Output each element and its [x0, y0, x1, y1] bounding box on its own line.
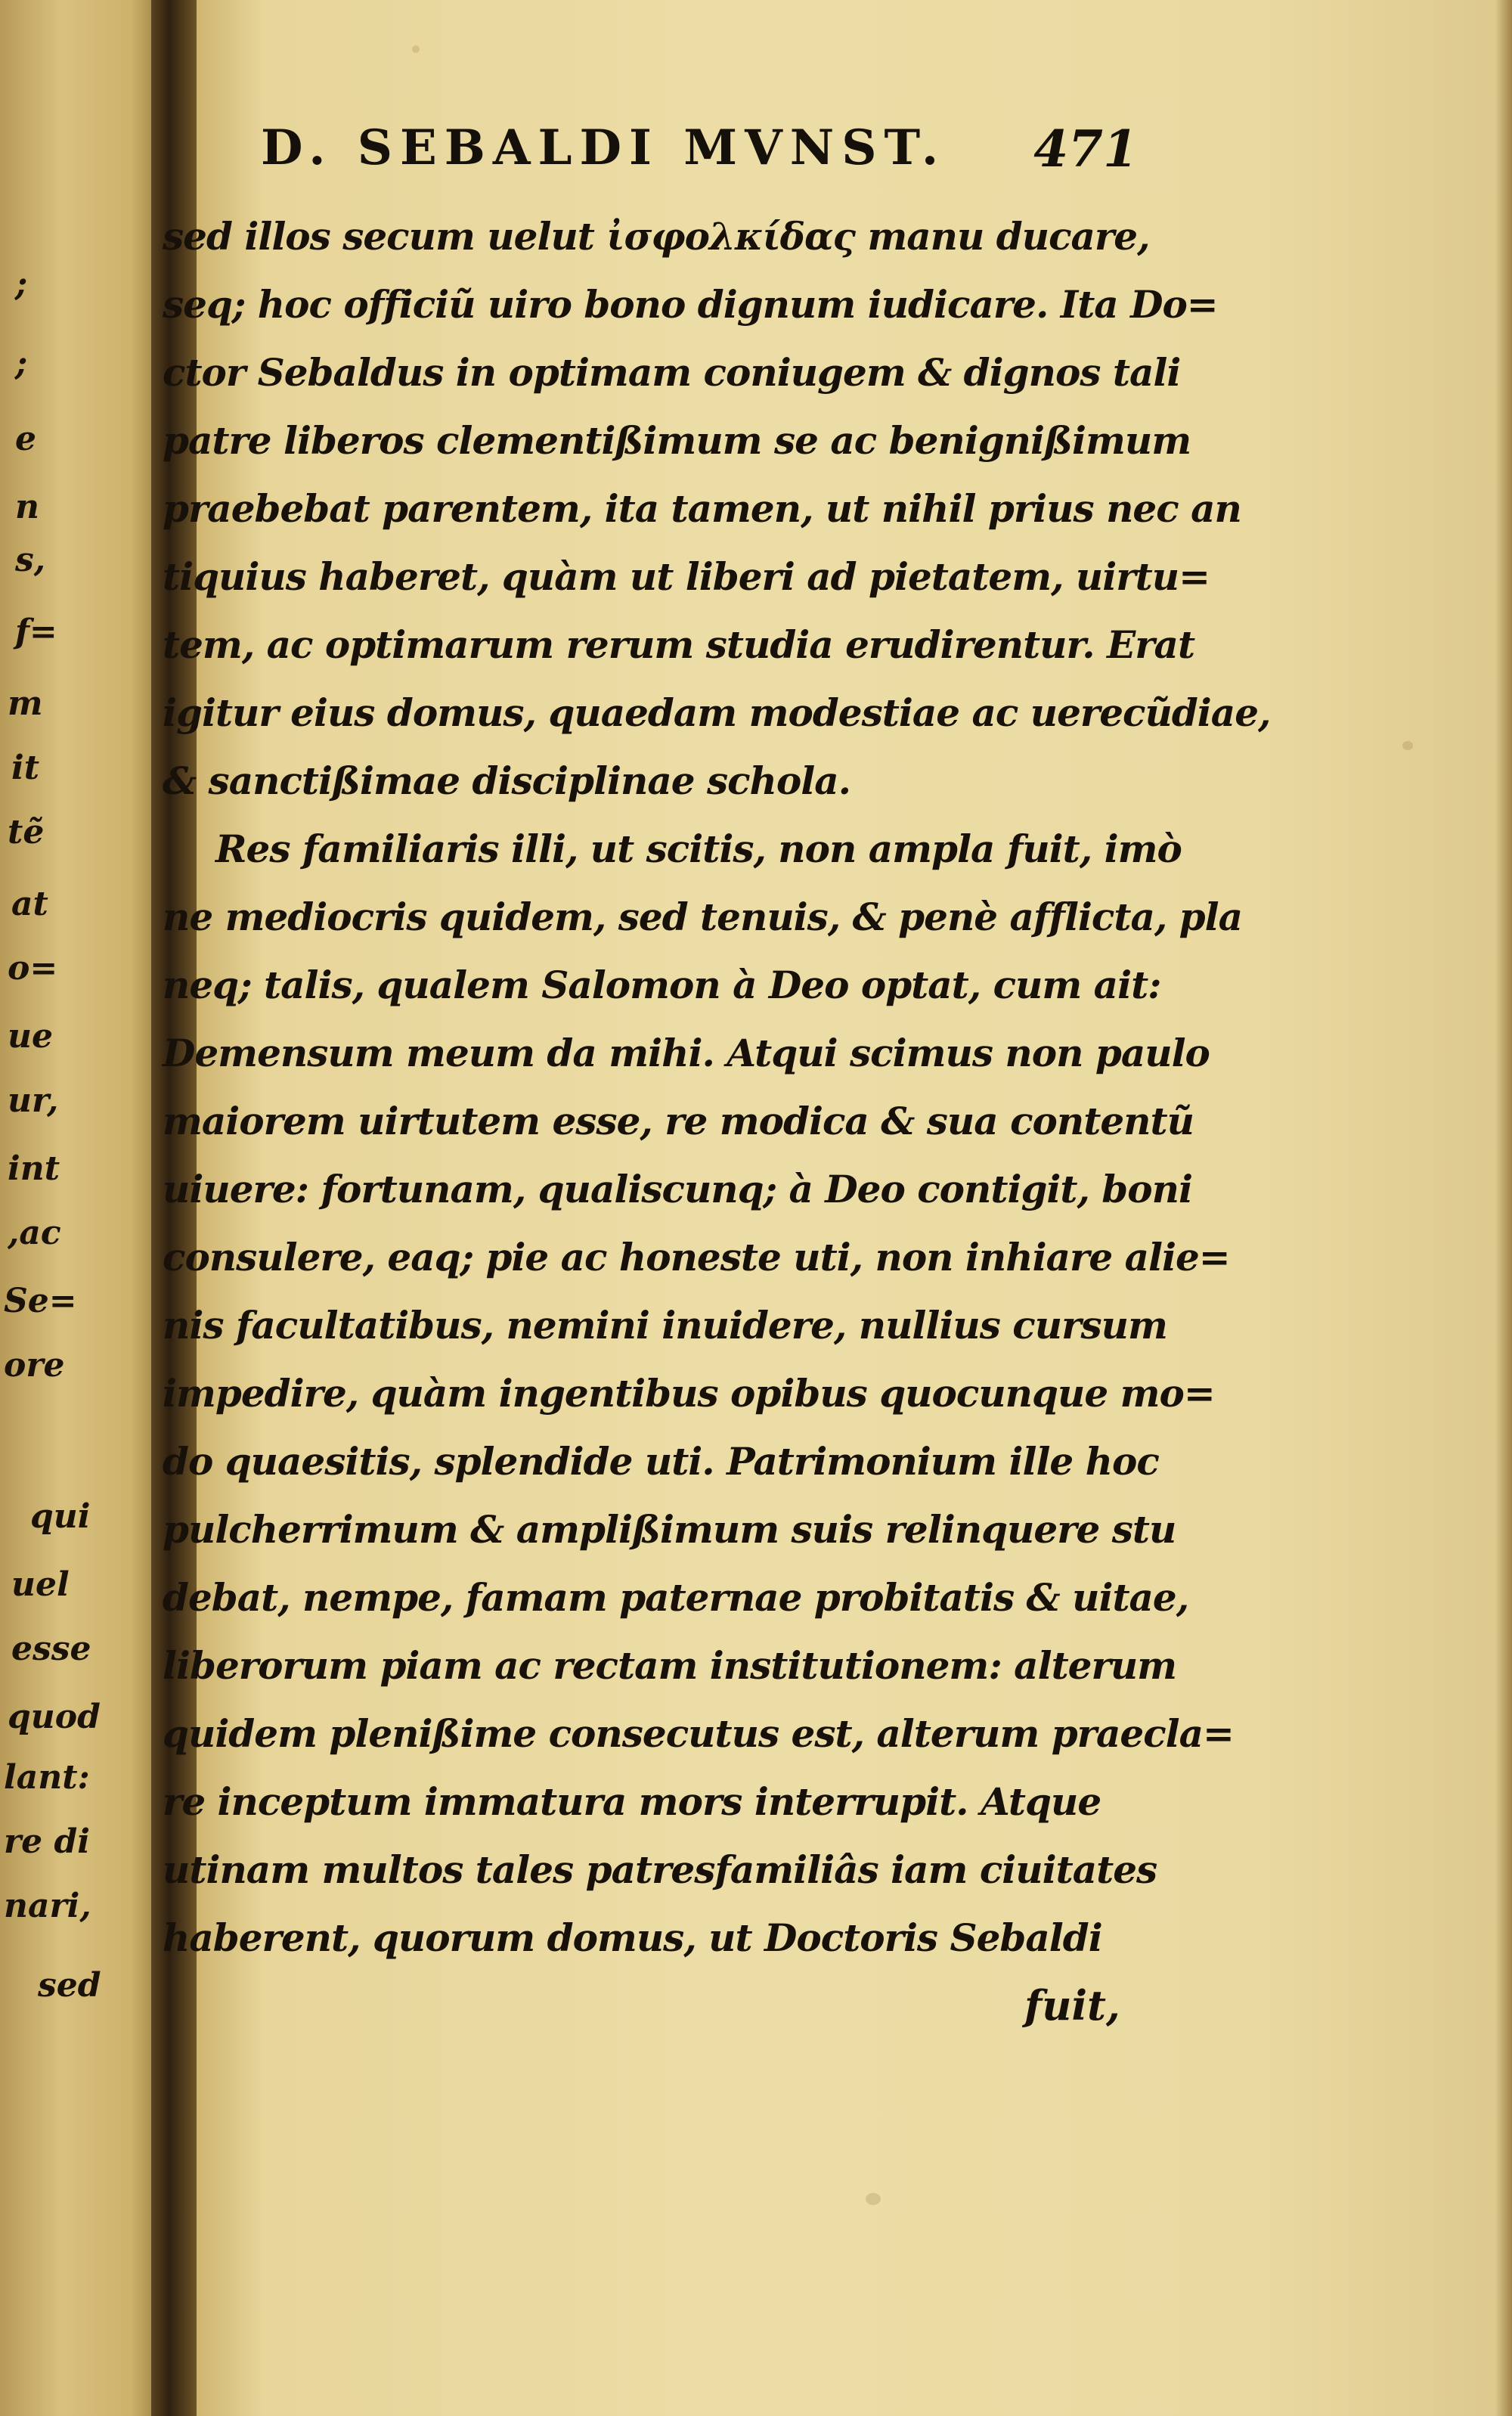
text-line: quidem plenißime consecutus est, alterum praecla=	[163, 1711, 1234, 1756]
paper-stain	[1402, 741, 1413, 750]
text-line: & sanctißimae disciplinae schola.	[163, 758, 851, 803]
text-line: haberent, quorum domus, ut Doctoris Sebaldi	[163, 1915, 1102, 1960]
left-page-fragment: m	[8, 684, 43, 723]
text-line: consulere, eaq; pie ac honeste uti, non inhiare alie=	[163, 1235, 1230, 1279]
left-page-fragment: sed	[38, 1966, 101, 2005]
text-line: maiorem uirtutem esse, re modica & sua contentũ	[163, 1099, 1194, 1143]
left-page-fragment: ;	[15, 344, 28, 383]
text-line: Demensum meum da mihi. Atqui scimus non paulo	[163, 1031, 1210, 1075]
page-edge-shading	[1495, 0, 1512, 2416]
left-page-fragment: ore	[4, 1346, 65, 1385]
text-line: tiquius haberet, quàm ut liberi ad pietatem, uirtu=	[163, 554, 1210, 599]
left-page-fragment: ur,	[8, 1081, 59, 1120]
left-page-fragment: e	[15, 420, 36, 458]
text-line: impedire, quàm ingentibus opibus quocunque mo=	[163, 1371, 1215, 1416]
left-facing-page	[0, 0, 174, 2416]
left-page-fragment: esse	[11, 1630, 91, 1668]
text-line: uiuere: fortunam, qualiscunq; à Deo contigit, boni	[163, 1167, 1192, 1211]
text-line: patre liberos clementißimum se ac benignißimum	[163, 418, 1191, 463]
paper-stain	[866, 2193, 881, 2205]
text-line: ctor Sebaldus in optimam coniugem & dignos tali	[163, 350, 1181, 395]
left-page-fragment: Se=	[4, 1282, 77, 1320]
left-page-fragment: s,	[15, 541, 46, 579]
text-line: neq; talis, qualem Salomon à Deo optat, cum ait:	[163, 963, 1161, 1007]
text-line: debat, nempe, famam paternae probitatis & uitae,	[163, 1575, 1189, 1620]
left-page-fragment: quod	[8, 1698, 101, 1736]
text-line: do quaesitis, splendide uti. Patrimonium ille hoc	[163, 1439, 1159, 1484]
left-page-fragment: qui	[30, 1497, 91, 1536]
left-page-fragment: int	[8, 1149, 60, 1188]
text-line: praebebat parentem, ita tamen, ut nihil prius nec an	[163, 486, 1241, 531]
left-page-fragment: ;	[15, 265, 28, 303]
text-line: liberorum piam ac rectam institutionem: alterum	[163, 1643, 1177, 1688]
left-page-fragment: n	[15, 488, 39, 526]
text-line: igitur eius domus, quaedam modestiae ac uerecũdiae,	[163, 690, 1271, 735]
page-header	[261, 119, 1138, 188]
left-page-fragment: ,ac	[8, 1214, 61, 1252]
paper-stain	[412, 45, 420, 53]
left-page-fragment: uel	[11, 1565, 70, 1604]
left-page-fragment: o=	[8, 949, 58, 988]
running-head: D. SEBALDI MVNST.	[261, 119, 947, 176]
text-line: Res familiaris illi, ut scitis, non ampla fuit, imò	[215, 827, 1182, 871]
left-page-fragment: it	[11, 749, 40, 787]
text-line: re inceptum immatura mors interrupit. Atque	[163, 1779, 1101, 1824]
left-page-fragment: at	[11, 885, 48, 923]
body-text	[163, 203, 1271, 1972]
left-page-fragment: nari,	[4, 1887, 91, 1925]
left-page-fragment: re di	[4, 1822, 90, 1861]
left-page-fragment: tẽ	[8, 813, 45, 851]
text-line: pulcherrimum & amplißimum suis relinquere stu	[163, 1507, 1176, 1552]
left-page-fragment: lant:	[4, 1758, 90, 1797]
page-number: 471	[1033, 119, 1138, 178]
text-line: sed illos secum uelut ἰσφολκίδας manu ducare,	[163, 214, 1150, 259]
left-page-fragment: ue	[8, 1017, 53, 1056]
text-line: seq; hoc officiũ uiro bono dignum iudicare. Ita Do=	[163, 282, 1218, 327]
left-page-fragment: f=	[15, 613, 57, 651]
text-line: tem, ac optimarum rerum studia erudirentur. Erat	[163, 622, 1195, 667]
catchword: fuit,	[1024, 1981, 1120, 2030]
text-line: ne mediocris quidem, sed tenuis, & penè afflicta, pla	[163, 895, 1243, 939]
text-line: utinam multos tales patresfamiliâs iam ciuitates	[163, 1847, 1157, 1892]
text-line: nis facultatibus, nemini inuidere, nullius cursum	[163, 1303, 1167, 1348]
